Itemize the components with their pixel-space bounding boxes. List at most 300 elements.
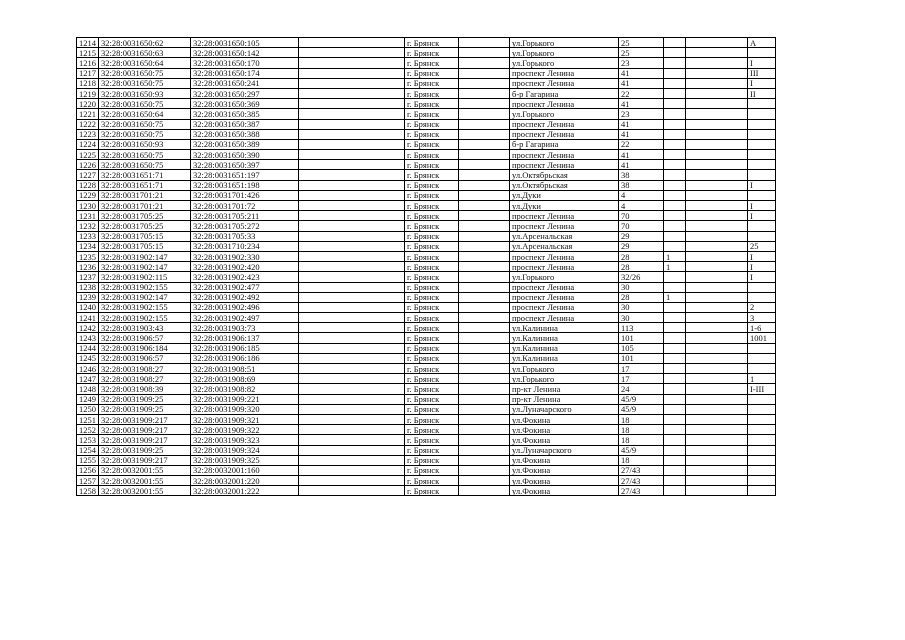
cell-row-number: 1230 (77, 201, 99, 211)
cell-house-number: 41 (619, 99, 664, 109)
cell-street: ул.Фокина (510, 476, 619, 486)
cell-object-cadastral-number: 32:28:0031701:72 (191, 201, 299, 211)
cell-col-empty-3 (686, 241, 748, 251)
cell-col-empty-2 (459, 109, 510, 119)
cell-house-number: 28 (619, 292, 664, 302)
cell-building (664, 231, 686, 241)
cell-land-cadastral-number: 32:28:0031650:93 (99, 139, 191, 149)
cell-land-cadastral-number: 32:28:0031906:184 (99, 343, 191, 353)
cell-object-cadastral-number: 32:28:0031908:82 (191, 384, 299, 394)
cell-land-cadastral-number: 32:28:0031902:115 (99, 272, 191, 282)
cell-city: г. Брянск (405, 109, 459, 119)
cell-land-cadastral-number: 32:28:0031908:39 (99, 384, 191, 394)
cell-city: г. Брянск (405, 160, 459, 170)
cell-col-empty-3 (686, 150, 748, 160)
table-row (77, 38, 776, 48)
cell-house-number: 41 (619, 68, 664, 78)
cell-object-cadastral-number: 32:28:0031908:69 (191, 374, 299, 384)
cell-land-cadastral-number: 32:28:0031651:71 (99, 170, 191, 180)
cell-premises (748, 221, 776, 231)
cell-street: проспект Ленина (510, 313, 619, 323)
cell-col-empty-3 (686, 58, 748, 68)
table-row (77, 88, 776, 98)
table-row (77, 364, 776, 374)
cell-col-empty-2 (459, 476, 510, 486)
cell-land-cadastral-number: 32:28:0031902:147 (99, 262, 191, 272)
cell-col-empty-3 (686, 323, 748, 333)
cell-street: ул.Луначарского (510, 445, 619, 455)
cell-land-cadastral-number: 32:28:0031650:75 (99, 78, 191, 88)
table-row (77, 150, 776, 160)
cell-house-number: 18 (619, 425, 664, 435)
cell-street: проспект Ленина (510, 262, 619, 272)
table-row (77, 313, 776, 323)
cell-city: г. Брянск (405, 455, 459, 465)
cell-street: ул.Фокина (510, 455, 619, 465)
cell-object-cadastral-number: 32:28:0031906:186 (191, 353, 299, 363)
cell-street: ул.Фокина (510, 414, 619, 424)
cell-street: ул.Фокина (510, 425, 619, 435)
cell-object-cadastral-number: 32:28:0031650:369 (191, 99, 299, 109)
cell-street: ул.Горького (510, 38, 619, 48)
cell-city: г. Брянск (405, 68, 459, 78)
cell-house-number: 22 (619, 88, 664, 98)
cell-col-empty-2 (459, 435, 510, 445)
cell-city: г. Брянск (405, 364, 459, 374)
cell-object-cadastral-number: 32:28:0032001:222 (191, 486, 299, 496)
cell-city: г. Брянск (405, 58, 459, 68)
cell-street: ул.Горького (510, 364, 619, 374)
cell-premises (748, 160, 776, 170)
cell-col-empty-2 (459, 119, 510, 129)
cell-object-cadastral-number: 32:28:0031650:241 (191, 78, 299, 88)
cell-house-number: 70 (619, 221, 664, 231)
cell-row-number: 1242 (77, 323, 99, 333)
cell-col-empty-2 (459, 48, 510, 58)
cell-land-cadastral-number: 32:28:0031908:27 (99, 374, 191, 384)
cell-col-empty-3 (686, 343, 748, 353)
cell-object-cadastral-number: 32:28:0031909:320 (191, 404, 299, 414)
cell-object-cadastral-number: 32:28:0031909:324 (191, 445, 299, 455)
cell-house-number: 4 (619, 190, 664, 200)
table-row (77, 282, 776, 292)
cell-col-empty-1 (299, 231, 405, 241)
cell-row-number: 1238 (77, 282, 99, 292)
cell-premises: 2 (748, 302, 776, 312)
cell-house-number: 18 (619, 455, 664, 465)
table-row (77, 272, 776, 282)
cell-house-number: 30 (619, 282, 664, 292)
cell-street: проспект Ленина (510, 150, 619, 160)
cell-house-number: 23 (619, 109, 664, 119)
table-row (77, 435, 776, 445)
table-row (77, 160, 776, 170)
cell-premises: I (748, 211, 776, 221)
cell-building (664, 394, 686, 404)
cell-col-empty-1 (299, 465, 405, 475)
cell-premises: 1-6 (748, 323, 776, 333)
cell-street: ул.Калинина (510, 343, 619, 353)
cell-land-cadastral-number: 32:28:0031650:63 (99, 48, 191, 58)
table-row (77, 445, 776, 455)
table-row (77, 414, 776, 424)
cell-col-empty-3 (686, 476, 748, 486)
cell-building (664, 109, 686, 119)
cell-house-number: 4 (619, 201, 664, 211)
cell-premises: А (748, 38, 776, 48)
cell-land-cadastral-number: 32:28:0031650:75 (99, 99, 191, 109)
cell-street: ул.Октябрьская (510, 180, 619, 190)
cell-row-number: 1228 (77, 180, 99, 190)
cell-col-empty-2 (459, 272, 510, 282)
cell-row-number: 1236 (77, 262, 99, 272)
table-row (77, 476, 776, 486)
cell-col-empty-3 (686, 374, 748, 384)
cell-premises: II (748, 88, 776, 98)
cell-house-number: 113 (619, 323, 664, 333)
cell-land-cadastral-number: 32:28:0031908:27 (99, 364, 191, 374)
table-row (77, 343, 776, 353)
cell-house-number: 105 (619, 343, 664, 353)
cell-col-empty-3 (686, 211, 748, 221)
cell-street: пр-кт Ленина (510, 384, 619, 394)
cell-col-empty-1 (299, 201, 405, 211)
cell-city: г. Брянск (405, 353, 459, 363)
cell-row-number: 1232 (77, 221, 99, 231)
cell-land-cadastral-number: 32:28:0031909:217 (99, 425, 191, 435)
cell-col-empty-2 (459, 486, 510, 496)
cell-row-number: 1227 (77, 170, 99, 180)
cell-col-empty-3 (686, 272, 748, 282)
cell-col-empty-1 (299, 251, 405, 261)
cell-city: г. Брянск (405, 78, 459, 88)
cell-city: г. Брянск (405, 180, 459, 190)
cell-row-number: 1215 (77, 48, 99, 58)
cell-building (664, 445, 686, 455)
cell-col-empty-2 (459, 262, 510, 272)
cell-premises (748, 364, 776, 374)
cell-col-empty-2 (459, 231, 510, 241)
table-row (77, 251, 776, 261)
cell-building: 1 (664, 251, 686, 261)
cell-land-cadastral-number: 32:28:0031701:21 (99, 201, 191, 211)
cell-premises (748, 119, 776, 129)
cell-object-cadastral-number: 32:28:0031651:198 (191, 180, 299, 190)
cell-object-cadastral-number: 32:28:0031906:185 (191, 343, 299, 353)
cell-col-empty-1 (299, 139, 405, 149)
cell-city: г. Брянск (405, 394, 459, 404)
table-row (77, 292, 776, 302)
cell-premises: I (748, 201, 776, 211)
cell-col-empty-2 (459, 38, 510, 48)
cell-building (664, 48, 686, 58)
cell-street: проспект Ленина (510, 68, 619, 78)
cell-row-number: 1249 (77, 394, 99, 404)
cell-building (664, 139, 686, 149)
cell-street: б-р Гагарина (510, 139, 619, 149)
cell-building (664, 119, 686, 129)
cell-col-empty-3 (686, 68, 748, 78)
cell-land-cadastral-number: 32:28:0031909:217 (99, 455, 191, 465)
cell-col-empty-3 (686, 38, 748, 48)
cell-house-number: 23 (619, 58, 664, 68)
cell-street: проспект Ленина (510, 78, 619, 88)
cell-col-empty-2 (459, 190, 510, 200)
cell-land-cadastral-number: 32:28:0031902:147 (99, 251, 191, 261)
cell-premises (748, 353, 776, 363)
cell-building (664, 58, 686, 68)
cell-row-number: 1229 (77, 190, 99, 200)
cell-col-empty-2 (459, 364, 510, 374)
cell-object-cadastral-number: 32:28:0031650:390 (191, 150, 299, 160)
table-row (77, 374, 776, 384)
cell-object-cadastral-number: 32:28:0031909:325 (191, 455, 299, 465)
cell-premises (748, 231, 776, 241)
cell-city: г. Брянск (405, 465, 459, 475)
cell-col-empty-1 (299, 88, 405, 98)
cell-street: ул.Фокина (510, 435, 619, 445)
cell-land-cadastral-number: 32:28:0031909:217 (99, 414, 191, 424)
cell-building (664, 282, 686, 292)
cell-city: г. Брянск (405, 435, 459, 445)
cell-city: г. Брянск (405, 262, 459, 272)
table-row (77, 231, 776, 241)
cell-house-number: 18 (619, 414, 664, 424)
cell-city: г. Брянск (405, 486, 459, 496)
cell-col-empty-2 (459, 160, 510, 170)
table-row (77, 119, 776, 129)
cell-city: г. Брянск (405, 99, 459, 109)
cell-col-empty-1 (299, 313, 405, 323)
cell-col-empty-2 (459, 211, 510, 221)
cell-city: г. Брянск (405, 170, 459, 180)
cell-house-number: 22 (619, 139, 664, 149)
table-row (77, 353, 776, 363)
cell-premises: I (748, 180, 776, 190)
cell-land-cadastral-number: 32:28:0031650:64 (99, 109, 191, 119)
cell-street: ул.Фокина (510, 486, 619, 496)
cell-house-number: 38 (619, 170, 664, 180)
cell-premises (748, 170, 776, 180)
cell-premises (748, 425, 776, 435)
cell-house-number: 30 (619, 313, 664, 323)
cell-col-empty-1 (299, 211, 405, 221)
cell-col-empty-3 (686, 129, 748, 139)
cell-col-empty-3 (686, 109, 748, 119)
cell-house-number: 29 (619, 241, 664, 251)
cell-city: г. Брянск (405, 333, 459, 343)
cell-street: проспект Ленина (510, 251, 619, 261)
cell-city: г. Брянск (405, 323, 459, 333)
cell-row-number: 1257 (77, 476, 99, 486)
cell-land-cadastral-number: 32:28:0031902:155 (99, 302, 191, 312)
table-row (77, 262, 776, 272)
cell-city: г. Брянск (405, 221, 459, 231)
cell-object-cadastral-number: 32:28:0031908:51 (191, 364, 299, 374)
cell-city: г. Брянск (405, 231, 459, 241)
cell-row-number: 1255 (77, 455, 99, 465)
cell-city: г. Брянск (405, 425, 459, 435)
table-row (77, 221, 776, 231)
cell-street: ул.Горького (510, 58, 619, 68)
cell-land-cadastral-number: 32:28:0031650:75 (99, 68, 191, 78)
cell-col-empty-1 (299, 170, 405, 180)
cell-street: проспект Ленина (510, 99, 619, 109)
cell-premises (748, 445, 776, 455)
cell-col-empty-3 (686, 262, 748, 272)
cell-premises (748, 99, 776, 109)
cell-col-empty-2 (459, 455, 510, 465)
cell-col-empty-1 (299, 180, 405, 190)
cell-city: г. Брянск (405, 139, 459, 149)
cell-city: г. Брянск (405, 201, 459, 211)
cell-object-cadastral-number: 32:28:0032001:160 (191, 465, 299, 475)
registry-table-body (77, 38, 776, 496)
cell-col-empty-1 (299, 414, 405, 424)
cell-land-cadastral-number: 32:28:0031909:217 (99, 435, 191, 445)
cell-col-empty-3 (686, 119, 748, 129)
cell-land-cadastral-number: 32:28:0031650:75 (99, 119, 191, 129)
cell-col-empty-3 (686, 425, 748, 435)
cell-col-empty-2 (459, 323, 510, 333)
cell-premises (748, 404, 776, 414)
cell-premises (748, 486, 776, 496)
cell-row-number: 1252 (77, 425, 99, 435)
cell-street: ул.Дуки (510, 190, 619, 200)
cell-premises: I-III (748, 384, 776, 394)
cell-house-number: 101 (619, 333, 664, 343)
cell-land-cadastral-number: 32:28:0031902:147 (99, 292, 191, 302)
cell-land-cadastral-number: 32:28:0032001:55 (99, 486, 191, 496)
cell-object-cadastral-number: 32:28:0031650:387 (191, 119, 299, 129)
cell-building (664, 465, 686, 475)
cell-col-empty-1 (299, 445, 405, 455)
cell-col-empty-2 (459, 251, 510, 261)
cell-land-cadastral-number: 32:28:0031650:75 (99, 129, 191, 139)
cell-land-cadastral-number: 32:28:0031651:71 (99, 180, 191, 190)
cell-street: ул.Дуки (510, 201, 619, 211)
cell-building (664, 333, 686, 343)
cell-land-cadastral-number: 32:28:0031650:75 (99, 150, 191, 160)
table-row (77, 465, 776, 475)
cell-col-empty-2 (459, 150, 510, 160)
cell-col-empty-3 (686, 353, 748, 363)
table-row (77, 48, 776, 58)
cell-object-cadastral-number: 32:28:0031650:388 (191, 129, 299, 139)
cell-row-number: 1214 (77, 38, 99, 48)
cell-building (664, 435, 686, 445)
cell-col-empty-3 (686, 99, 748, 109)
cell-col-empty-1 (299, 160, 405, 170)
cell-row-number: 1243 (77, 333, 99, 343)
table-row (77, 190, 776, 200)
cell-city: г. Брянск (405, 292, 459, 302)
cell-house-number: 25 (619, 38, 664, 48)
cell-city: г. Брянск (405, 302, 459, 312)
cell-land-cadastral-number: 32:28:0031909:25 (99, 445, 191, 455)
cell-house-number: 41 (619, 78, 664, 88)
cell-house-number: 30 (619, 302, 664, 312)
table-row (77, 333, 776, 343)
cell-premises: I (748, 58, 776, 68)
cell-object-cadastral-number: 32:28:0031902:423 (191, 272, 299, 282)
cell-house-number: 28 (619, 262, 664, 272)
cell-street: б-р Гагарина (510, 88, 619, 98)
cell-object-cadastral-number: 32:28:0031651:197 (191, 170, 299, 180)
cell-row-number: 1245 (77, 353, 99, 363)
table-row (77, 241, 776, 251)
cell-building (664, 211, 686, 221)
cell-col-empty-1 (299, 384, 405, 394)
cell-building (664, 425, 686, 435)
cell-col-empty-2 (459, 241, 510, 251)
cell-col-empty-1 (299, 302, 405, 312)
cell-house-number: 17 (619, 364, 664, 374)
table-row (77, 455, 776, 465)
cell-col-empty-2 (459, 282, 510, 292)
cell-row-number: 1217 (77, 68, 99, 78)
cell-col-empty-2 (459, 58, 510, 68)
cell-col-empty-1 (299, 353, 405, 363)
cell-col-empty-2 (459, 88, 510, 98)
cell-object-cadastral-number: 32:28:0032001:220 (191, 476, 299, 486)
cell-street: ул.Арсенальская (510, 241, 619, 251)
cell-col-empty-1 (299, 241, 405, 251)
cell-row-number: 1239 (77, 292, 99, 302)
cell-building (664, 404, 686, 414)
cell-street: ул.Горького (510, 272, 619, 282)
cell-land-cadastral-number: 32:28:0031650:62 (99, 38, 191, 48)
cell-col-empty-3 (686, 88, 748, 98)
cell-row-number: 1251 (77, 414, 99, 424)
cell-col-empty-3 (686, 78, 748, 88)
cell-object-cadastral-number: 32:28:0031902:420 (191, 262, 299, 272)
cell-row-number: 1220 (77, 99, 99, 109)
cell-premises (748, 435, 776, 445)
cell-row-number: 1246 (77, 364, 99, 374)
cell-building (664, 455, 686, 465)
cell-city: г. Брянск (405, 119, 459, 129)
cell-col-empty-1 (299, 425, 405, 435)
cell-col-empty-1 (299, 364, 405, 374)
cell-col-empty-1 (299, 221, 405, 231)
cell-building (664, 364, 686, 374)
cell-city: г. Брянск (405, 445, 459, 455)
cell-land-cadastral-number: 32:28:0031902:155 (99, 282, 191, 292)
cell-house-number: 28 (619, 251, 664, 261)
cell-premises: I (748, 272, 776, 282)
cell-row-number: 1250 (77, 404, 99, 414)
cell-row-number: 1244 (77, 343, 99, 353)
table-row (77, 129, 776, 139)
cell-land-cadastral-number: 32:28:0031705:25 (99, 211, 191, 221)
cell-object-cadastral-number: 32:28:0031902:330 (191, 251, 299, 261)
cell-land-cadastral-number: 32:28:0031903:43 (99, 323, 191, 333)
cell-city: г. Брянск (405, 88, 459, 98)
cell-city: г. Брянск (405, 404, 459, 414)
cell-building (664, 170, 686, 180)
cell-col-empty-1 (299, 404, 405, 414)
table-row (77, 78, 776, 88)
cell-city: г. Брянск (405, 374, 459, 384)
table-row (77, 394, 776, 404)
cell-land-cadastral-number: 32:28:0031705:25 (99, 221, 191, 231)
cell-row-number: 1241 (77, 313, 99, 323)
cell-col-empty-3 (686, 384, 748, 394)
cell-col-empty-2 (459, 221, 510, 231)
cell-col-empty-1 (299, 190, 405, 200)
cell-row-number: 1248 (77, 384, 99, 394)
